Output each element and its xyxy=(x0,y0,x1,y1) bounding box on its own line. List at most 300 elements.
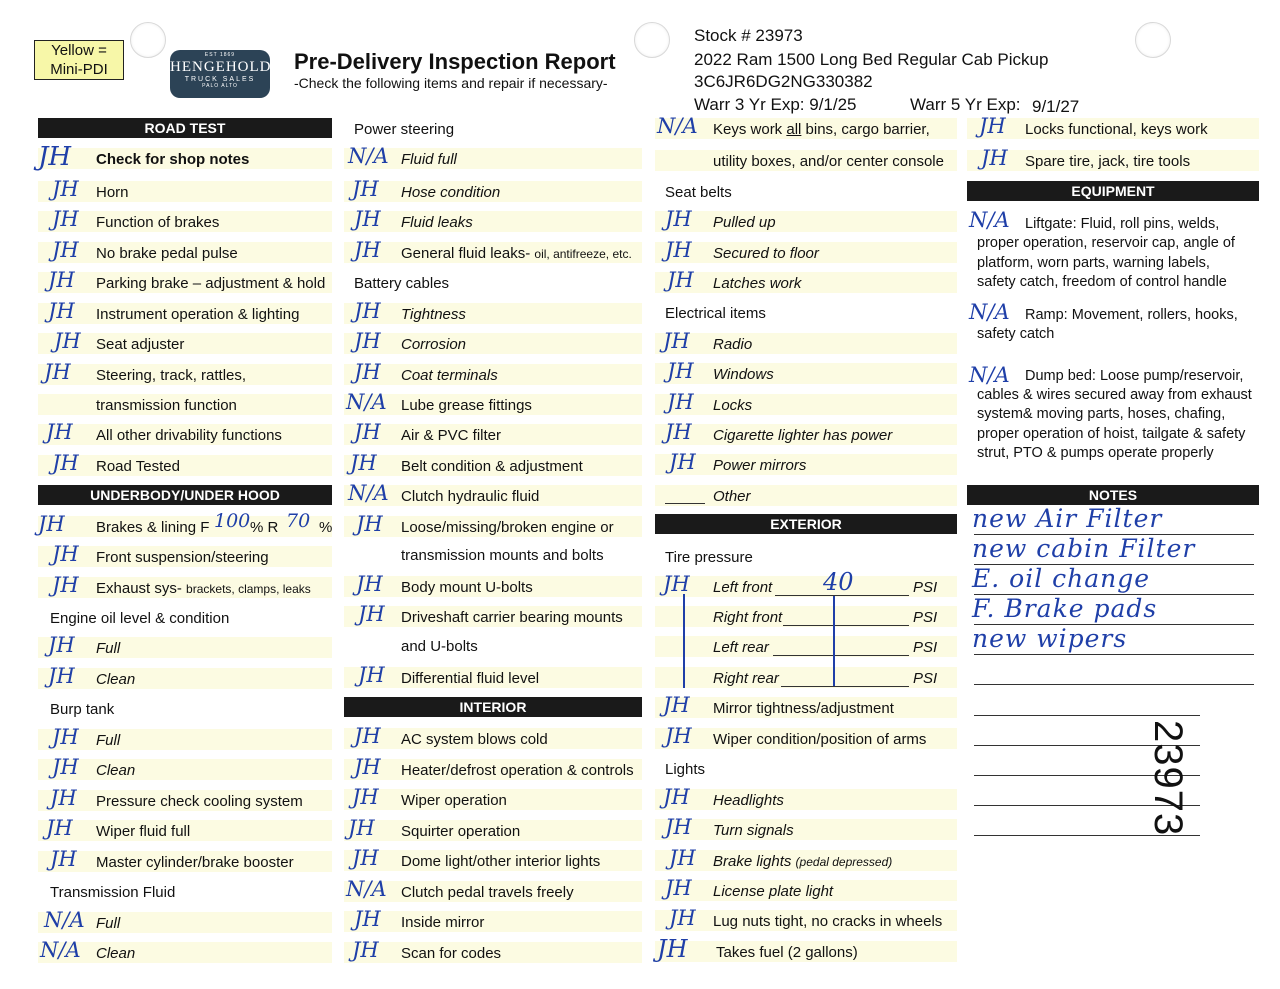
item-label: Takes fuel (2 gallons) xyxy=(716,944,858,961)
item-label xyxy=(96,580,311,597)
psi-label: PSI xyxy=(913,639,938,656)
item-label: Wiper condition/position of arms xyxy=(713,731,927,748)
item-label: Right front xyxy=(713,609,783,626)
item-label-continued: strut, PTO & pumps operate properly xyxy=(977,445,1214,461)
item-label: Spare tire, jack, tire tools xyxy=(1025,153,1191,170)
initials: JH xyxy=(348,816,375,840)
check-row[interactable] xyxy=(344,785,642,810)
item-label: Instrument operation & lighting xyxy=(96,306,300,323)
item-label: Clutch pedal travels freely xyxy=(401,884,574,901)
initials: JH xyxy=(352,785,379,809)
initials: JH xyxy=(665,815,692,839)
item-label: Road Tested xyxy=(96,458,180,475)
check-row[interactable] xyxy=(655,667,957,688)
item-label: Air & PVC filter xyxy=(401,427,502,444)
subsection-label: Burp tank xyxy=(50,701,115,718)
item-label: Left rear xyxy=(713,639,769,656)
check-row[interactable] xyxy=(344,238,642,263)
stock-number-vertical: 23973 xyxy=(1146,720,1190,837)
item-label: Dump bed: Loose pump/reservoir, xyxy=(1025,368,1244,384)
item-label: Headlights xyxy=(713,792,784,809)
subsection-label: Electrical items xyxy=(665,305,766,322)
item-label: Mirror tightness/adjustment xyxy=(713,700,894,717)
check-row[interactable] xyxy=(655,815,957,840)
check-row[interactable] xyxy=(655,390,957,415)
psi-label: PSI xyxy=(913,579,938,596)
item-label: Right rear xyxy=(713,670,779,687)
item-label: Brakes & lining F xyxy=(96,519,210,536)
check-row[interactable] xyxy=(655,876,957,901)
check-row[interactable] xyxy=(344,207,642,232)
check-row[interactable] xyxy=(38,238,332,263)
equipment-ramp[interactable] xyxy=(967,298,1259,342)
item-label: Windows xyxy=(713,366,774,383)
note-text[interactable]: new Air Filter xyxy=(972,504,1163,533)
percent-label: % xyxy=(319,519,333,536)
warranty-5yr-date: 9/1/27 xyxy=(1032,97,1080,116)
item-label: Full xyxy=(96,915,121,932)
item-label: Function of brakes xyxy=(96,214,220,231)
check-row[interactable] xyxy=(38,299,332,324)
note-text[interactable]: F. Brake pads xyxy=(972,594,1158,623)
item-label-continued: safety catch, freedom of control handle xyxy=(977,274,1227,290)
check-row-continued xyxy=(655,150,957,171)
vehicle-vin: 3C6JR6DG2NG330382 xyxy=(694,72,873,91)
check-row[interactable] xyxy=(38,177,332,202)
subsection xyxy=(655,181,957,202)
check-row[interactable] xyxy=(655,207,957,232)
initials: JH xyxy=(44,360,71,384)
report-subtitle: -Check the following items and repair if necessary- xyxy=(294,75,608,91)
item-label-detail: brackets, clamps, leaks xyxy=(186,582,311,596)
initials: JH xyxy=(356,512,383,536)
initials: JH xyxy=(48,633,75,657)
check-row[interactable] xyxy=(38,755,332,780)
check-row[interactable] xyxy=(655,485,957,506)
initials: JH xyxy=(354,299,381,323)
item-label-main: General fluid leaks- xyxy=(401,245,531,262)
initials: JH xyxy=(52,755,79,779)
subsection-label: Seat belts xyxy=(665,184,732,201)
item-label: Lug nuts tight, no cracks in wheels xyxy=(713,913,943,930)
check-row[interactable] xyxy=(655,568,957,597)
check-row[interactable] xyxy=(344,572,642,597)
subsection-label: Lights xyxy=(665,761,706,778)
equipment-dump-bed[interactable] xyxy=(967,361,1259,461)
pressure-line xyxy=(773,655,909,656)
item-label-continued: proper operation, reservoir cap, angle of xyxy=(977,235,1235,251)
check-row[interactable] xyxy=(967,114,1259,139)
item-label: Fluid full xyxy=(401,151,457,168)
initials: JH xyxy=(981,146,1008,170)
rear-brake-percent: 70 xyxy=(286,510,311,532)
subsection-label: Power steering xyxy=(354,121,455,138)
check-row[interactable] xyxy=(38,360,332,385)
initials: JH xyxy=(52,238,79,262)
check-row[interactable] xyxy=(655,935,957,963)
check-row[interactable] xyxy=(38,664,332,689)
punch-hole xyxy=(1135,22,1171,58)
initials: JH xyxy=(667,268,694,292)
check-row[interactable] xyxy=(655,693,957,718)
initials: JH xyxy=(52,207,79,231)
check-row[interactable] xyxy=(344,602,642,627)
subsection xyxy=(655,546,957,567)
item-label xyxy=(713,121,930,138)
item-label: Full xyxy=(96,732,121,749)
item-label-continued: platform, worn parts, warning labels, xyxy=(977,255,1210,271)
check-row[interactable] xyxy=(344,451,642,476)
check-row[interactable] xyxy=(344,938,642,963)
initials: JH xyxy=(352,846,379,870)
initials: JH xyxy=(48,299,75,323)
item-label: Clean xyxy=(96,762,136,779)
item-label: All other drivability functions xyxy=(96,427,282,444)
item-label: Wiper operation xyxy=(401,792,507,809)
check-row[interactable] xyxy=(655,785,957,810)
initials: JH xyxy=(38,512,65,536)
item-label-continued: utility boxes, and/or center console xyxy=(713,153,944,170)
check-row-continued xyxy=(344,544,642,565)
item-label: Liftgate: Fluid, roll pins, welds, xyxy=(1025,216,1220,232)
initials: JH xyxy=(356,572,383,596)
subsection xyxy=(38,607,332,628)
initials: JH xyxy=(354,420,381,444)
initials: JH xyxy=(663,572,690,596)
check-row-continued xyxy=(38,394,332,415)
item-label-continued: transmission mounts and bolts xyxy=(401,547,604,564)
initials: JH xyxy=(52,177,79,201)
initials: JH xyxy=(52,451,79,475)
item-label-continued: cables & wires secured away from exhaust xyxy=(977,387,1252,403)
subsection xyxy=(38,881,332,902)
check-row[interactable] xyxy=(38,268,332,293)
item-label-continued: transmission function xyxy=(96,397,237,414)
subsection xyxy=(38,698,332,719)
check-row[interactable] xyxy=(655,420,957,445)
item-label: Lube grease fittings xyxy=(401,397,532,414)
check-row[interactable] xyxy=(38,329,332,354)
subsection xyxy=(655,302,957,323)
subsection xyxy=(655,758,957,779)
item-label: Other xyxy=(713,488,751,505)
check-row[interactable] xyxy=(655,359,957,384)
check-row[interactable] xyxy=(38,633,332,658)
logo-sub: TRUCK SALES xyxy=(184,76,256,83)
section-exterior: EXTERIOR xyxy=(655,514,957,534)
initials: N/A xyxy=(348,481,389,505)
check-row[interactable] xyxy=(344,724,642,749)
item-label-continued: safety catch xyxy=(977,326,1055,342)
check-row[interactable] xyxy=(967,146,1259,171)
check-row[interactable] xyxy=(344,144,642,169)
initials: JH xyxy=(48,664,75,688)
check-row[interactable] xyxy=(38,207,332,232)
note-text[interactable]: new wipers xyxy=(972,624,1128,653)
item-label: Pressure check cooling system xyxy=(96,793,303,810)
tag-line-1: Yellow = xyxy=(51,42,107,59)
initials: N/A xyxy=(657,114,698,138)
initials: N/A xyxy=(346,390,387,414)
subsection xyxy=(344,272,642,293)
blank-line xyxy=(665,503,705,504)
note-text[interactable]: new cabin Filter xyxy=(972,534,1196,563)
item-label: Coat terminals xyxy=(401,367,498,384)
initials: JH xyxy=(669,906,696,930)
subsection xyxy=(344,118,642,139)
check-row[interactable] xyxy=(344,177,642,202)
initials: JH xyxy=(48,268,75,292)
initials: JH xyxy=(665,420,692,444)
initials: JH xyxy=(352,177,379,201)
logo-name: HENGEHOLD xyxy=(170,59,272,75)
item-label: Full xyxy=(96,640,121,657)
equipment-liftgate[interactable] xyxy=(967,210,1259,290)
item-label-continued: and U-bolts xyxy=(401,638,478,655)
notes-line xyxy=(974,684,1254,685)
check-row[interactable] xyxy=(655,606,957,627)
item-label: Locks functional, keys work xyxy=(1025,121,1208,138)
initials: N/A xyxy=(346,877,387,901)
initials: JH xyxy=(52,573,79,597)
initials: JH xyxy=(665,724,692,748)
check-row[interactable] xyxy=(655,268,957,293)
initials: JH xyxy=(667,390,694,414)
ditto-mark xyxy=(683,594,685,688)
check-row[interactable] xyxy=(344,663,642,688)
initials: JH xyxy=(979,114,1006,138)
item-label: Differential fluid level xyxy=(401,670,540,687)
item-label: Heater/defrost operation & controls xyxy=(401,762,634,779)
check-row[interactable] xyxy=(655,636,957,657)
initials: JH xyxy=(665,876,692,900)
item-label: Parking brake – adjustment & hold xyxy=(96,275,326,292)
item-label-main: Exhaust sys- xyxy=(96,580,182,597)
ditto-mark xyxy=(833,596,835,686)
initials: JH xyxy=(46,420,73,444)
item-label: Power mirrors xyxy=(713,457,807,474)
section-notes: NOTES xyxy=(967,485,1259,505)
subsection-label: Tire pressure xyxy=(665,549,753,566)
check-row[interactable] xyxy=(38,451,332,476)
item-label: License plate light xyxy=(713,883,834,900)
punch-hole xyxy=(634,22,670,58)
initials: N/A xyxy=(348,144,389,168)
item-label: Scan for codes xyxy=(401,945,502,962)
initials: JH xyxy=(354,360,381,384)
check-row[interactable] xyxy=(38,725,332,750)
item-label: Clean xyxy=(96,945,136,962)
item-label xyxy=(713,853,892,870)
initials: JH xyxy=(52,725,79,749)
subsection-label: Battery cables xyxy=(354,275,450,292)
section-road-test: ROAD TEST xyxy=(38,118,332,138)
item-label: Dome light/other interior lights xyxy=(401,853,601,870)
notes-line xyxy=(974,654,1254,655)
company-logo xyxy=(170,50,270,98)
tag-line-2: Mini-PDI xyxy=(50,61,108,78)
item-label: Clean xyxy=(96,671,136,688)
item-label-b: bins, cargo barrier, xyxy=(801,121,930,138)
initials: JH xyxy=(665,238,692,262)
initials: JH xyxy=(38,142,72,172)
section-equipment: EQUIPMENT xyxy=(967,181,1259,201)
item-label-main: Brake lights xyxy=(713,853,792,870)
check-row[interactable] xyxy=(344,360,642,385)
item-label: Front suspension/steering xyxy=(96,549,269,566)
initials: N/A xyxy=(969,363,1010,387)
item-label: AC system blows cold xyxy=(401,731,548,748)
item-label: Turn signals xyxy=(713,822,794,839)
item-label-a: Keys work xyxy=(713,121,787,138)
check-row[interactable] xyxy=(655,329,957,354)
initials: N/A xyxy=(969,300,1010,324)
check-row[interactable] xyxy=(38,420,332,445)
item-label: Wiper fluid full xyxy=(96,823,191,840)
mini-pdi-tag xyxy=(34,40,124,80)
logo-est: EST 1869 xyxy=(204,52,236,58)
item-label: Belt condition & adjustment xyxy=(401,458,583,475)
notes-line xyxy=(974,715,1200,716)
item-label: Secured to floor xyxy=(713,245,819,262)
percent-r-label: % R xyxy=(250,519,279,536)
logo-loc: PALO ALTO xyxy=(202,83,238,89)
section-underbody: UNDERBODY/UNDER HOOD xyxy=(38,485,332,505)
item-label: Locks xyxy=(713,397,753,414)
initials: JH xyxy=(667,359,694,383)
check-row[interactable] xyxy=(655,114,957,139)
item-label: Fluid leaks xyxy=(401,214,473,231)
check-row[interactable] xyxy=(38,542,332,567)
initials: JH xyxy=(358,602,385,626)
psi-label: PSI xyxy=(913,609,938,626)
item-label: Cigarette lighter has power xyxy=(713,427,893,444)
item-label-underlined: all xyxy=(786,121,802,138)
initials: N/A xyxy=(44,908,85,932)
section-interior: INTERIOR xyxy=(344,697,642,717)
initials: JH xyxy=(52,542,79,566)
initials: JH xyxy=(358,663,385,687)
item-label: Master cylinder/brake booster xyxy=(96,854,294,871)
item-label: Squirter operation xyxy=(401,823,521,840)
initials: JH xyxy=(657,935,688,963)
check-row[interactable] xyxy=(344,846,642,871)
item-label: Inside mirror xyxy=(401,914,485,931)
item-label: Body mount U-bolts xyxy=(401,579,533,596)
initials: JH xyxy=(46,816,73,840)
check-row[interactable] xyxy=(344,755,642,780)
check-row[interactable] xyxy=(38,847,332,872)
item-label: Left front xyxy=(713,579,773,596)
initials: JH xyxy=(665,207,692,231)
check-row[interactable] xyxy=(38,908,332,933)
psi-label: PSI xyxy=(913,670,938,687)
item-label-continued: system& moving parts, hoses, chafing, xyxy=(977,406,1226,422)
check-row[interactable] xyxy=(655,724,957,749)
check-row[interactable] xyxy=(344,420,642,445)
initials: JH xyxy=(663,785,690,809)
item-label: Pulled up xyxy=(713,214,776,231)
initials: JH xyxy=(669,846,696,870)
subsection-label: Engine oil level & condition xyxy=(50,610,230,627)
check-row[interactable] xyxy=(655,906,957,931)
item-label: Driveshaft carrier bearing mounts xyxy=(401,609,623,626)
warranty-3yr: Warr 3 Yr Exp: 9/1/25 xyxy=(694,95,857,114)
item-label xyxy=(401,245,632,262)
check-row[interactable] xyxy=(344,481,642,506)
initials: JH xyxy=(54,329,81,353)
initials: JH xyxy=(354,238,381,262)
item-label: Hose condition xyxy=(401,184,501,201)
initials: JH xyxy=(354,724,381,748)
initials: JH xyxy=(350,451,377,475)
item-label: Horn xyxy=(96,184,129,201)
item-label-detail: (pedal depressed) xyxy=(795,855,893,869)
item-label-detail: oil, antifreeze, etc. xyxy=(534,247,632,261)
check-row[interactable] xyxy=(344,877,642,902)
initials: JH xyxy=(50,847,77,871)
front-brake-percent: 100 xyxy=(214,510,251,532)
item-label: Loose/missing/broken engine or xyxy=(401,519,614,536)
check-row[interactable] xyxy=(38,510,333,537)
check-row[interactable] xyxy=(38,573,332,598)
initials: JH xyxy=(663,693,690,717)
check-row[interactable] xyxy=(38,786,332,811)
initials: JH xyxy=(354,755,381,779)
item-label: Check for shop notes xyxy=(96,151,250,168)
initials: JH xyxy=(50,786,77,810)
punch-hole xyxy=(130,22,166,58)
subsection-label: Transmission Fluid xyxy=(50,884,176,901)
item-label-continued: proper operation of hoist, tailgate & safety xyxy=(977,426,1246,442)
check-row[interactable] xyxy=(344,512,642,537)
initials: JH xyxy=(352,938,379,962)
item-label: Tightness xyxy=(401,306,466,323)
item-label: Clutch hydraulic fluid xyxy=(401,488,540,505)
initials: JH xyxy=(354,329,381,353)
check-row[interactable] xyxy=(655,238,957,263)
check-row[interactable] xyxy=(655,450,957,475)
initials: JH xyxy=(663,329,690,353)
check-row[interactable] xyxy=(344,907,642,932)
pressure-value: 40 xyxy=(823,568,854,596)
initials: N/A xyxy=(969,208,1010,232)
note-text[interactable]: E. oil change xyxy=(972,564,1151,593)
check-row[interactable] xyxy=(344,329,642,354)
check-row[interactable] xyxy=(38,816,332,841)
warranty-5yr: Warr 5 Yr Exp: xyxy=(910,95,1021,114)
check-row[interactable] xyxy=(38,938,332,963)
check-row[interactable] xyxy=(344,390,642,415)
item-label: Latches work xyxy=(713,275,802,292)
item-label: No brake pedal pulse xyxy=(96,245,238,262)
check-row[interactable] xyxy=(655,846,957,871)
check-row[interactable] xyxy=(344,816,642,841)
check-row-continued xyxy=(344,635,642,656)
initials: JH xyxy=(669,450,696,474)
check-row[interactable] xyxy=(38,142,332,172)
item-label: Steering, track, rattles, xyxy=(96,367,247,384)
item-label: Radio xyxy=(713,336,753,353)
item-label: Ramp: Movement, rollers, hooks, xyxy=(1025,307,1238,323)
initials: JH xyxy=(354,907,381,931)
initials: N/A xyxy=(40,938,81,962)
initials: JH xyxy=(354,207,381,231)
report-title: Pre-Delivery Inspection Report xyxy=(294,49,616,74)
vehicle-model: 2022 Ram 1500 Long Bed Regular Cab Pickup xyxy=(694,50,1049,69)
check-row[interactable] xyxy=(344,299,642,324)
item-label: Corrosion xyxy=(401,336,467,353)
